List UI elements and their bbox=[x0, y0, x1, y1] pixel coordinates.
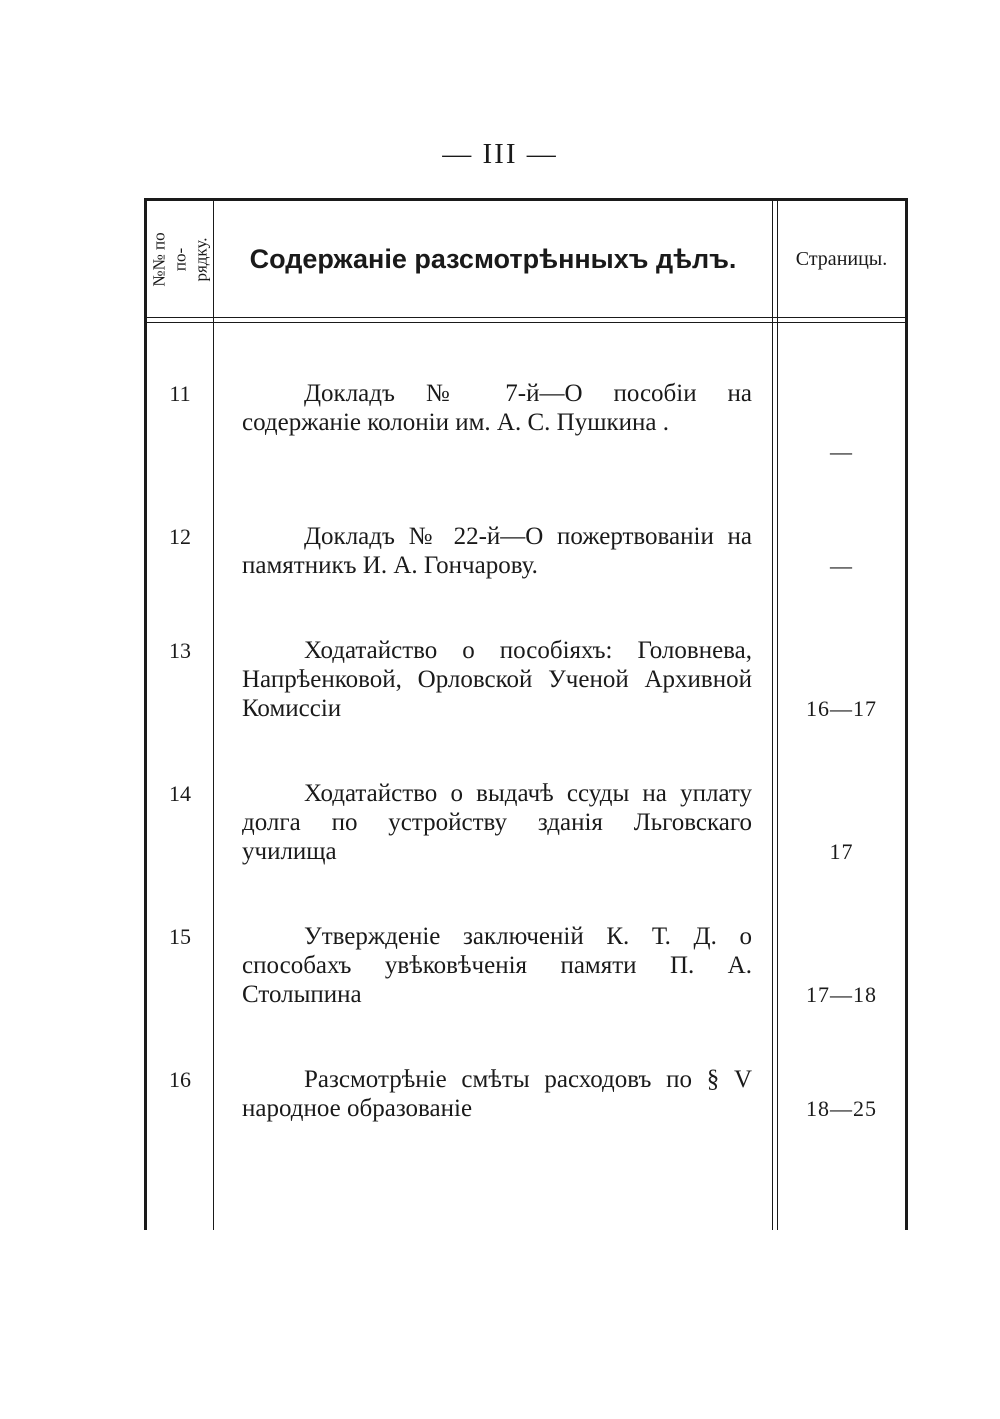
row-pages: 16—17 bbox=[806, 696, 877, 721]
header-pages-column bbox=[778, 201, 905, 317]
table-row bbox=[144, 522, 908, 592]
table-row bbox=[144, 379, 908, 479]
row-pages: 17—18 bbox=[806, 982, 877, 1007]
row-content: Докладъ № 7-й—О пособіи на содержаніе колоніи им. А. С. Пушкина . bbox=[242, 380, 752, 436]
row-content: Ходатайство о выдачѣ ссуды на уплату долга по устройству зданія Льговскаго училища bbox=[242, 780, 752, 865]
row-number: 13 bbox=[169, 638, 191, 663]
header-number-label bbox=[149, 226, 212, 292]
header-content-column bbox=[214, 201, 772, 317]
row-number: 12 bbox=[169, 524, 191, 549]
contents-table bbox=[144, 198, 908, 1230]
row-pages: 17 bbox=[829, 839, 854, 864]
row-number: 16 bbox=[169, 1067, 191, 1092]
table-row bbox=[144, 636, 908, 736]
page-number: — III — bbox=[442, 138, 558, 170]
row-content: Ходатайство о пособіяхъ: Головнева, Напрѣенковой, Орловской Ученой Архивной Комиссіи bbox=[242, 637, 752, 722]
header-content-label: Содержаніе разсмотрѣнныхъ дѣлъ. bbox=[249, 243, 737, 274]
row-number: 11 bbox=[169, 381, 191, 406]
row-content: Докладъ № 22-й—О пожертвованіи на памятникъ И. А. Гончарову. bbox=[242, 523, 752, 579]
row-content: Утвержденіе заключеній К. Т. Д. о способахъ увѣковѣченія памяти П. А. Столыпина bbox=[242, 923, 752, 1008]
row-pages: 18—25 bbox=[806, 1096, 877, 1121]
header-pages-label: Страницы. bbox=[795, 247, 888, 270]
table-row bbox=[144, 922, 908, 1022]
row-number: 14 bbox=[169, 781, 191, 806]
header-number-column bbox=[147, 201, 213, 317]
row-content: Разсмотрѣніе смѣты расходовъ по § V народное образованіе bbox=[242, 1066, 752, 1122]
header-rule bbox=[144, 317, 908, 318]
row-pages: — bbox=[830, 553, 853, 578]
header-rule-double bbox=[144, 322, 908, 323]
table-row bbox=[144, 1065, 908, 1135]
header-number-text: №№ по по- рядку. bbox=[149, 231, 211, 287]
row-number: 15 bbox=[169, 924, 191, 949]
table-row bbox=[144, 779, 908, 879]
row-pages: — bbox=[830, 439, 853, 464]
